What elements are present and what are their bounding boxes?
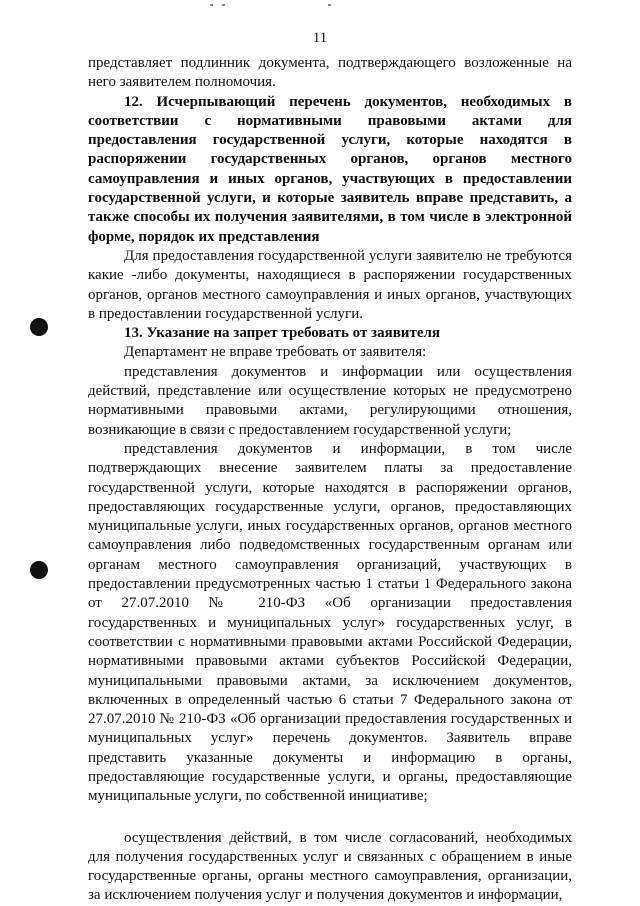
paragraph-prohibition-item-2: представления документов и информации, в том числе подтверждающих внесение заявителем платы за предоставление государственной услуги, которые находятся в распоряжении органов, предоставляющих государственные услуги, органов, предоставляющих муниципальные услуги, иных государственных органов, органов местного самоуправления либо подведомственных государственным органам или органам местного самоуправления организаций, участвующих в предоставлении предусмотренных частью 1 статьи 1 Федерального закона от 27.07.2010 № 210-ФЗ «Об организации предоставления государственных и муниципальных услуг» государственных услуг, в соответствии с нормативными правовыми актами Российской Федерации, нормативными правовыми актами субъектов Российской Федерации, муниципальными правовыми актами, за исключением документов, включенных в определенный частью 6 статьи 7 Федерального закона от 27.07.2010 № 210-ФЗ «Об организации предоставления государственных и муниципальных услуг» перечень документов. Заявитель вправе представить указанные документы и информацию в органы, предоставляющие государственные услуги, и органы, предоставляющие муниципальные услуги, по собственной инициативе; — [88, 440, 572, 805]
paragraph-prohibition-item-3: осуществления действий, в том числе согласований, необходимых для получения государственных услуг и связанных с обращением в иные государственные органы, органы местного самоуправления, организации, за исключением получения услуг и получения документов и информации, — [88, 829, 572, 904]
punch-hole-top — [30, 318, 48, 336]
paragraph-department-prohibition: Департамент не вправе требовать от заявителя: — [124, 344, 427, 361]
page-number: 11 — [312, 30, 328, 46]
paragraph-continuation: представляет подлинник документа, подтверждающего возложенные на него заявителем полномочия. — [88, 55, 572, 91]
scan-specks — [210, 4, 360, 8]
paragraph-no-documents-required: Для предоставления государственной услуги заявителю не требуются какие -либо документы, находящиеся в распоряжении государственных органов, органов местного самоуправления и иных органов, участвующих в предоставлении государственной услуги. — [88, 247, 572, 322]
section-13-heading: 13. Указание на запрет требовать от заявителя — [124, 325, 441, 342]
document-body — [88, 54, 572, 906]
paragraph-prohibition-item-1: представления документов и информации или осуществления действий, представление или осуществление которых не предусмотрено нормативными правовыми актами, регулирующими отношения, возникающие в связи с предоставлением государственной услуги; — [88, 363, 572, 438]
punch-hole-bottom — [30, 561, 48, 579]
section-12-heading: 12. Исчерпывающий перечень документов, необходимых в соответствии с нормативными правовыми актами для предоставления государственной услуги, которые находятся в распоряжении государственных органов, органов местного самоуправления и иных органов, участвующих в предоставлении государственной услуги, и которые заявитель вправе представить, а также способы их получения заявителями, в том числе в электронной форме, порядок их представления — [88, 93, 572, 245]
